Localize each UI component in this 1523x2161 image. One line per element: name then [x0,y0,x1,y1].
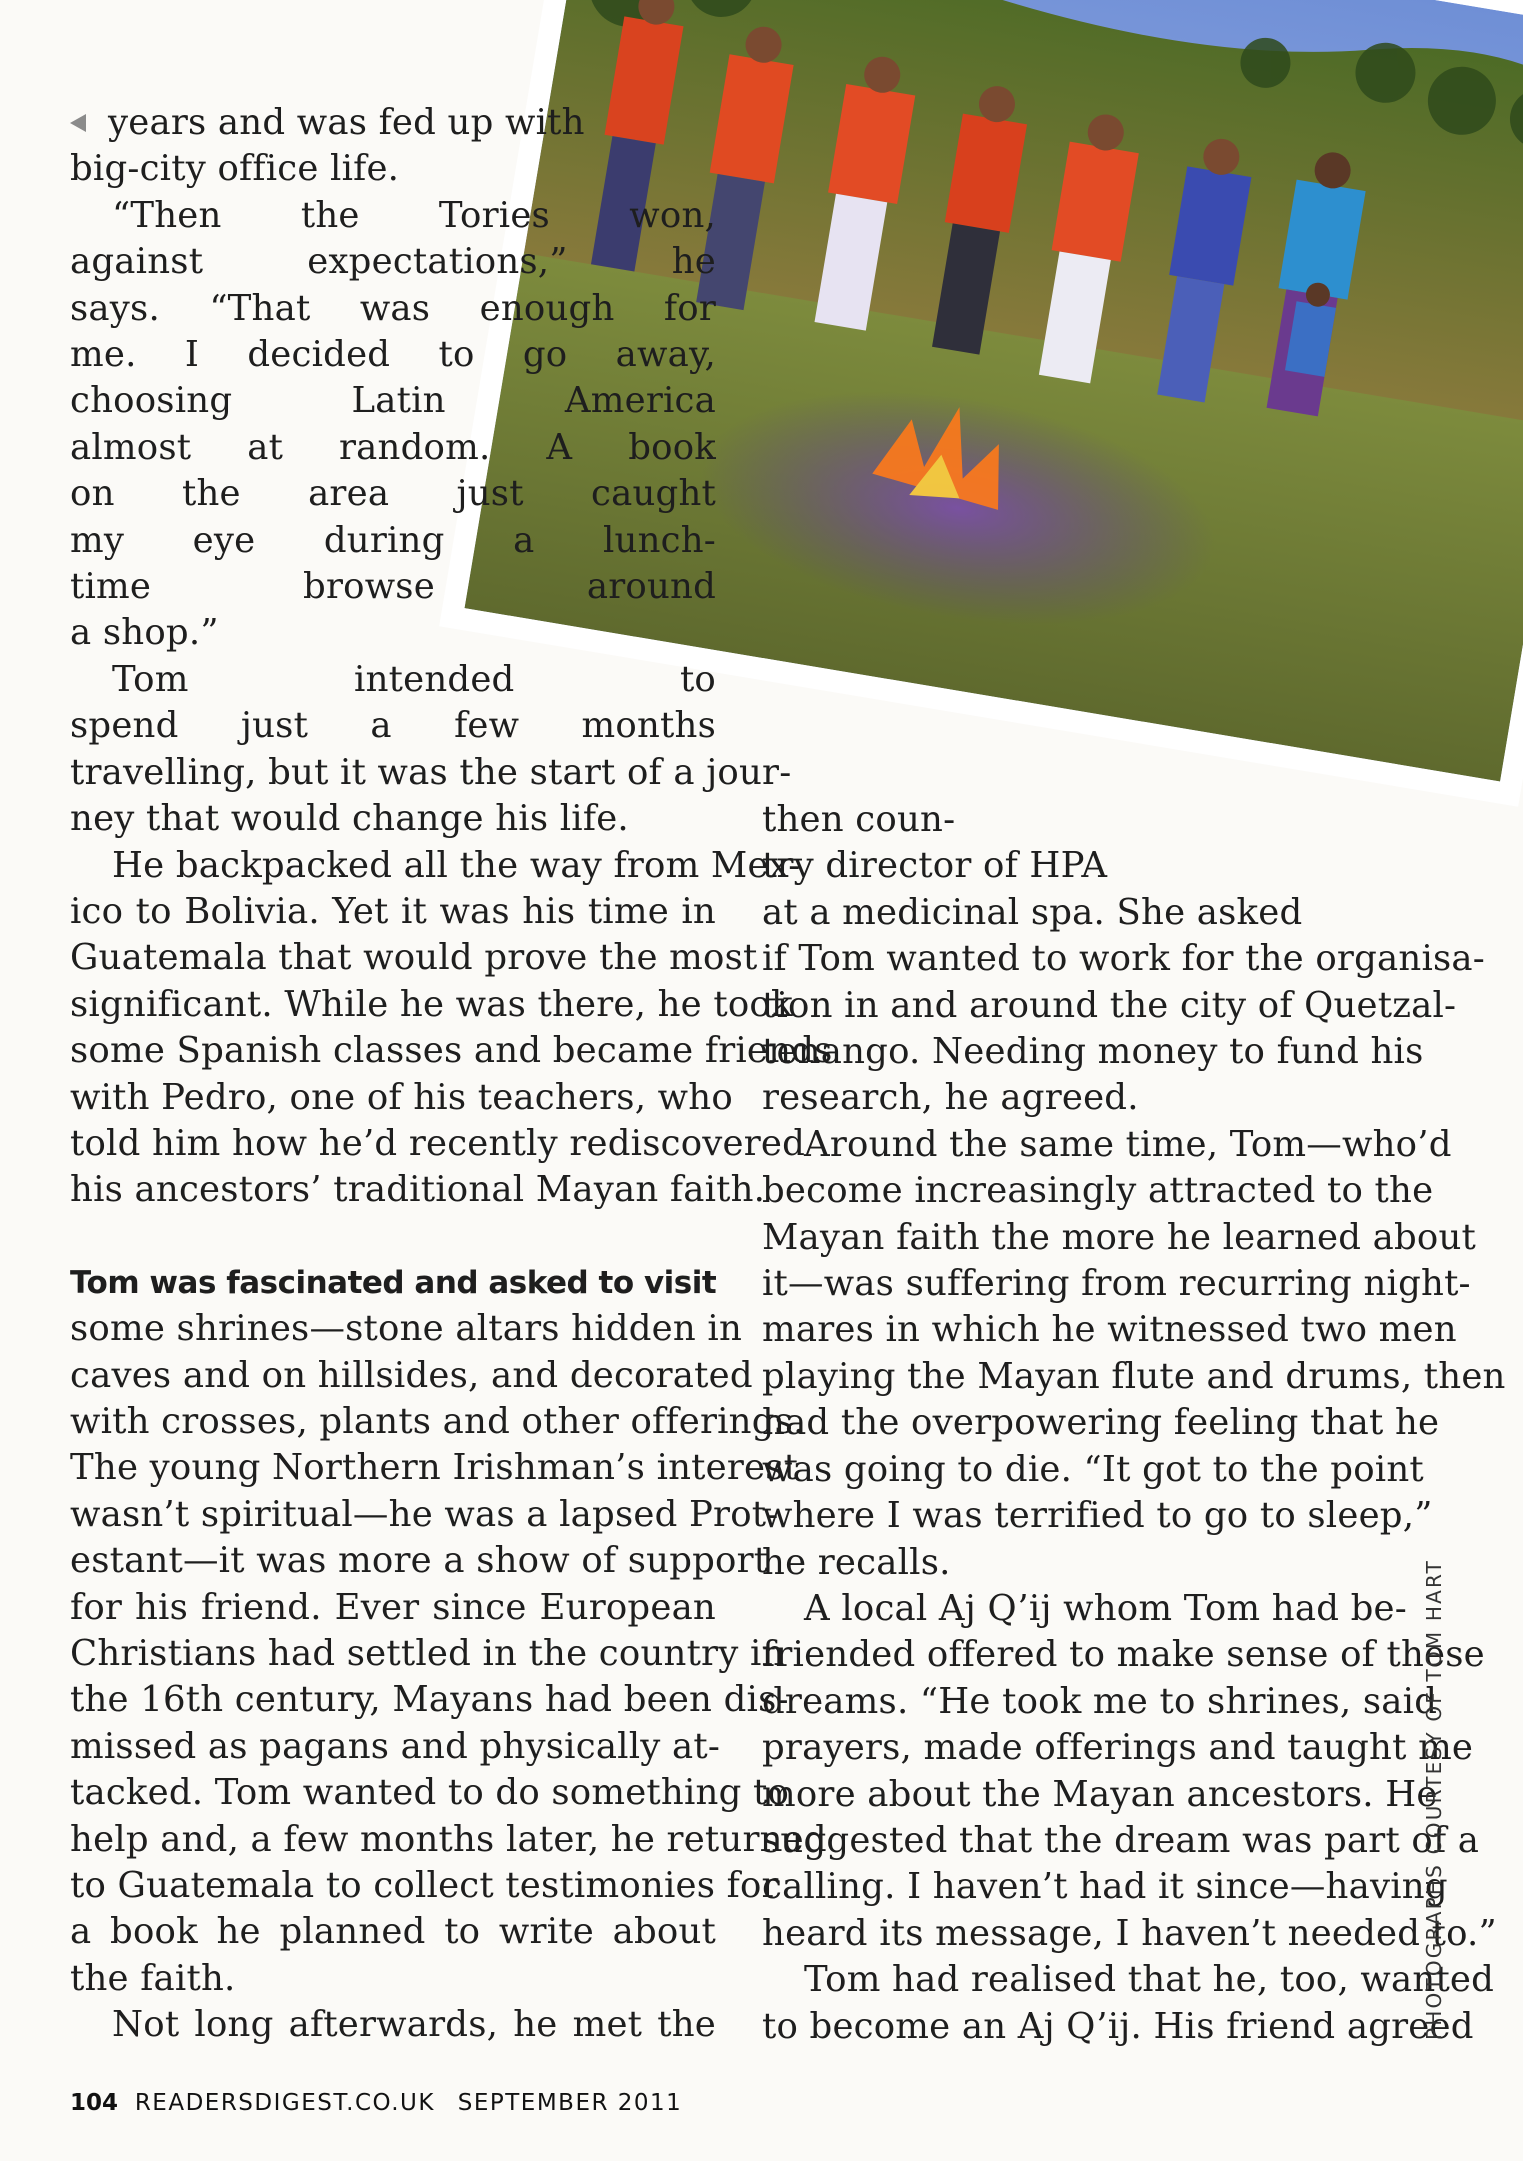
issue-date: SEPTEMBER 2011 [457,2090,683,2116]
text-line [70,1445,799,1491]
line-text: big-city office life. [70,148,400,190]
text-line [762,936,1485,982]
photo-credit: PHOTOGRAPHS COURTESY OF TOM HART [1422,1558,1446,2040]
line-text: He backpacked all the way from Mex- [112,844,801,886]
text-line [70,100,716,146]
text-line [762,1447,1424,1493]
line-text: calling. I haven’t had it since—having [762,1866,1448,1908]
line-text: says. “That was enough for [70,287,716,329]
text-line [70,1863,779,1909]
text-line [70,1306,743,1352]
text-line [762,1679,1438,1725]
line-text: some Spanish classes and became friends [70,1030,833,1072]
text-line [762,1075,1405,1121]
left-text-column [70,100,833,2049]
line-text: estant—it was more a show of support [70,1540,769,1582]
line-text: to become an Aj Q’ij. His friend agreed [762,2005,1474,2047]
text-line [762,1261,1471,1307]
line-text: “Then the Tories won, [112,194,716,236]
line-text: travelling, but it was the start of a jour- [70,751,792,793]
line-text: heard its message, I haven’t needed to.” [762,1912,1497,1954]
line-text: had the overpowering feeling that he [762,1402,1440,1444]
text-line [70,239,716,285]
text-line [762,1540,1405,1586]
text-line [70,1121,806,1167]
line-text: Tom intended to [112,658,716,700]
text-line [70,750,792,796]
text-line [70,1631,785,1677]
text-line [762,1400,1440,1446]
text-line [70,1724,721,1770]
text-line [762,1215,1477,1261]
text-line [762,1168,1434,1214]
line-text: to Guatemala to collect testimonies for [70,1865,779,1907]
line-text: told him how he’d recently rediscovered [70,1122,806,1164]
text-line [70,610,716,656]
line-text: at a medicinal spa. She asked [762,891,1303,933]
text-line [762,1911,1497,1957]
line-text: then coun- [762,799,956,840]
text-line [762,1818,1480,1864]
text-line [70,1817,827,1863]
paragraph-gap [70,1214,716,1260]
text-line [762,2004,1474,2050]
line-text: he recalls. [762,1541,951,1583]
line-text: my eye during a lunch- [70,519,716,561]
line-text: spend just a few months [70,705,716,747]
text-line [70,935,758,981]
line-text: tenango. Needing money to fund his [762,1031,1424,1073]
line-text: ico to Bolivia. Yet it was his time in [70,890,716,932]
text-line [70,1028,833,1074]
line-text: missed as pagans and physically at- [70,1725,721,1767]
line-text: A local Aj Q’ij whom Tom had be- [804,1587,1407,1629]
line-text: Around the same time, Tom—who’d [804,1123,1452,1165]
line-text: more about the Mayan ancestors. He [762,1773,1438,1815]
text-line [70,1538,769,1584]
text-line [70,1585,716,1631]
text-line [70,1956,716,2002]
text-line [70,378,716,424]
line-text: almost at random. A book [70,426,716,468]
line-text: mares in which he witnessed two men [762,1309,1457,1351]
line-text: The young Northern Irishman’s interest [70,1447,799,1489]
line-text: it—was suffering from recurring night- [762,1263,1471,1305]
text-line [762,1725,1474,1771]
text-line [762,1493,1433,1539]
line-text: choosing Latin America [70,380,716,422]
text-line [70,1399,805,1445]
text-line [70,193,716,239]
text-line [70,1075,733,1121]
line-text: with crosses, plants and other offerings. [70,1400,805,1442]
line-text: Guatemala that would prove the most [70,937,758,979]
line-text: tacked. Tom wanted to do something to [70,1772,790,1814]
text-line [70,1167,766,1213]
page-footer [70,2090,682,2116]
line-text: the faith. [70,1957,236,1999]
text-line [762,1354,1506,1400]
line-text: Tom was fascinated and asked to visit [70,1264,717,1301]
line-text: Tom had realised that he, too, wanted [804,1959,1495,2001]
text-line [762,890,1405,936]
line-text: playing the Mayan flute and drums, then [762,1355,1506,1397]
line-text: become increasingly attracted to the [762,1170,1434,1212]
line-text: some shrines—stone altars hidden in [70,1308,743,1350]
line-text: wasn’t spiritual—he was a lapsed Prot- [70,1493,779,1535]
text-line [70,889,716,935]
continuation-arrow-icon [70,114,86,132]
line-text: ney that would change his life. [70,798,629,840]
line-text: a book he planned to write about [70,1911,716,1953]
text-line [70,286,716,332]
text-line [762,1586,1405,1632]
line-text: against expectations,” he [70,241,716,283]
line-text: a shop.” [70,612,219,654]
line-text: where I was terrified to go to sleep,” [762,1495,1433,1537]
line-text: the 16th century, Mayans had been dis- [70,1679,789,1721]
line-text: significant. While he was there, he took [70,983,793,1025]
line-text: years and was fed up with [108,102,585,143]
line-text: dreams. “He took me to shrines, said [762,1680,1438,1722]
line-text: caves and on hillsides, and decorated [70,1354,753,1396]
text-line [70,1492,779,1538]
text-line [70,796,716,842]
line-text: suggested that the dream was part of a [762,1819,1480,1861]
line-text: was going to die. “It got to the point [762,1448,1424,1490]
text-line [70,1677,789,1723]
text-line [70,425,716,471]
text-line [70,564,716,610]
line-text: if Tom wanted to work for the organisa- [762,938,1485,980]
text-line [70,2002,716,2048]
text-line [70,982,793,1028]
section-subhead [70,1260,716,1306]
text-line [762,843,1405,889]
text-line [70,518,716,564]
text-line [70,471,716,517]
line-text: prayers, made offerings and taught me [762,1727,1474,1769]
text-line [70,703,716,749]
text-line [70,1353,753,1399]
text-line [762,1029,1424,1075]
line-text: help and, a few months later, he returned [70,1818,827,1860]
text-line [70,1770,790,1816]
text-line [70,843,801,889]
site-name: READERSDIGEST.CO.UK [134,2090,435,2116]
line-text: for his friend. Ever since European [70,1586,716,1628]
line-text: Christians had settled in the country in [70,1633,785,1674]
line-text: tion in and around the city of Quetzal- [762,984,1457,1026]
text-line [762,1122,1452,1168]
text-line [762,1957,1495,2003]
line-text: Not long afterwards, he met the [112,2004,716,2046]
line-text: me. I decided to go away, [70,334,716,376]
page-number: 104 [70,2090,119,2116]
text-line [762,983,1457,1029]
line-text: with Pedro, one of his teachers, who [70,1076,733,1118]
text-line [762,1632,1485,1678]
text-line [70,332,716,378]
text-line [70,657,716,703]
line-text: try director of HPA [762,845,1108,887]
text-line [762,797,1405,843]
text-line [70,146,716,192]
line-text: friended offered to make sense of these [762,1634,1485,1676]
line-text: research, he agreed. [762,1077,1139,1119]
text-line [762,1864,1448,1910]
line-text: Mayan faith the more he learned about [762,1216,1477,1258]
text-line [762,1307,1457,1353]
line-text: on the area just caught [70,473,716,515]
text-line [70,1909,716,1955]
line-text: time browse around [70,566,716,608]
line-text: his ancestors’ traditional Mayan faith. [70,1169,766,1211]
text-line [762,1772,1438,1818]
